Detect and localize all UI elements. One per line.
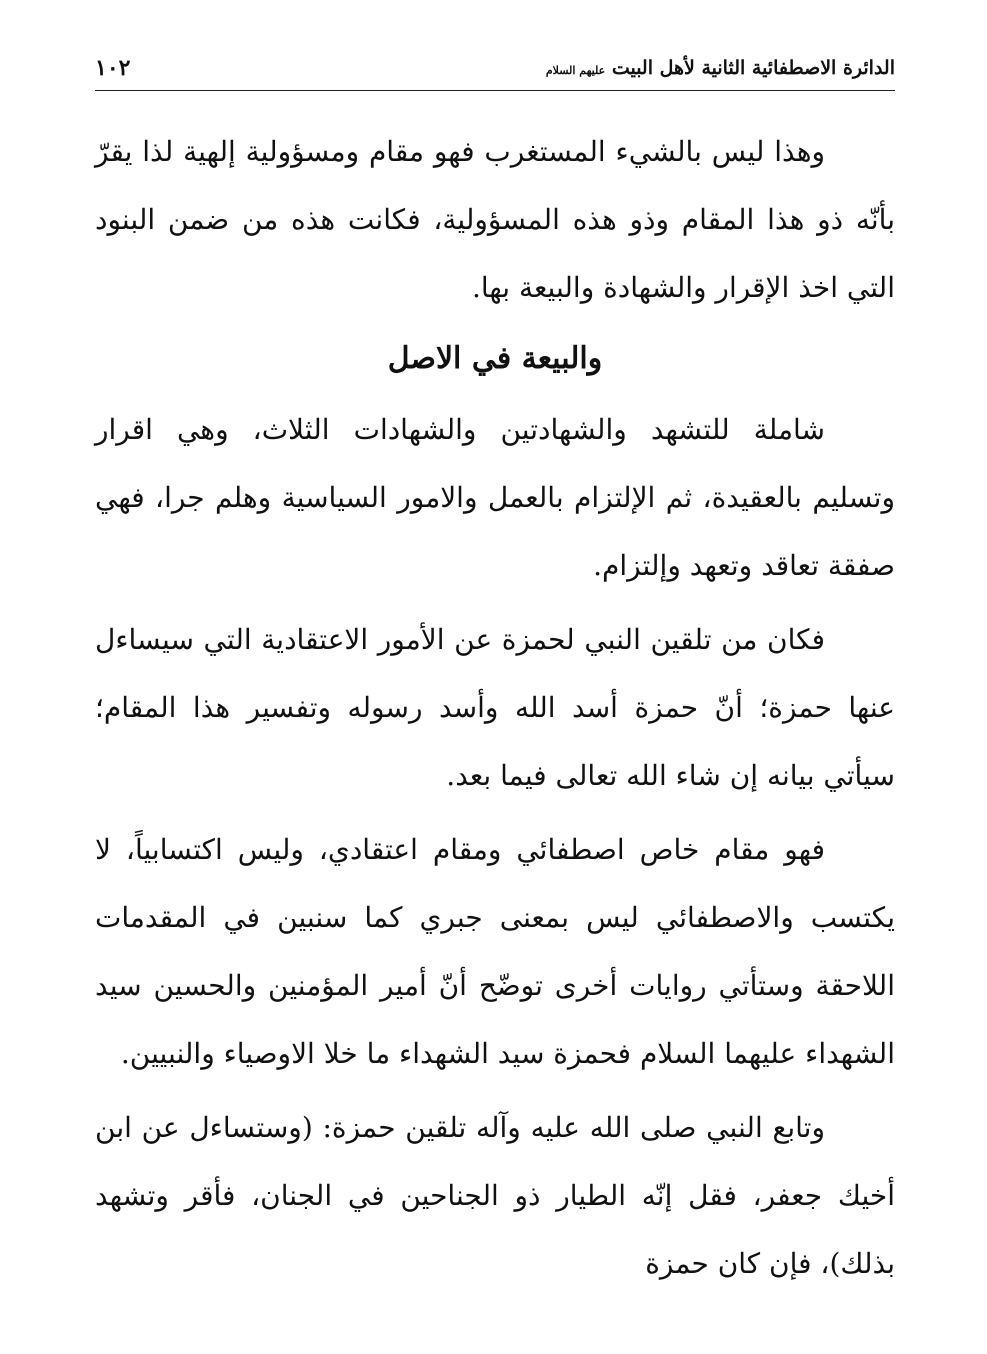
paragraph-3: فكان من تلقين النبي لحمزة عن الأمور الاعتقادية التي سيساءل عنها حمزة؛ أنّ حمزة أسد الله وأسد رسوله وتفسير هذا المقام؛ سيأتي بيانه إن شاء الله تعالى فيما بعد.	[95, 623, 895, 792]
page-number: ١٠٢	[95, 55, 131, 81]
paragraph-1: وهذا ليس بالشيء المستغرب فهو مقام ومسؤولية إلهية لذا يقرّ بأنّه ذو هذا المقام وذو هذه المسؤولية، فكانت هذه من ضمن البنود التي اخذ الإقرار والشهادة والبيعة بها.	[95, 135, 895, 304]
paragraph-4: فهو مقام خاص اصطفائي ومقام اعتقادي، وليس اكتسابياً، لا يكتسب والاصطفائي ليس بمعنى جبري كما سنبين في المقدمات اللاحقة وستأتي روايات أخرى توضّح أنّ أمير المؤمنين والحسين سيد الشهداء عليهما السلام فحمزة سيد الشهداء ما خلا الاوصياء والنبيين.	[95, 833, 895, 1070]
paragraph-2: شاملة للتشهد والشهادتين والشهادات الثلاث، وهي اقرار وتسليم بالعقيدة، ثم الإلتزام بالعمل والامور السياسية وهلم جرا، فهي صفقة تعاقد وتعهد وإلتزام.	[95, 413, 895, 582]
section-heading: والبيعة في الاصل	[387, 341, 603, 376]
header-rule	[95, 90, 895, 91]
page-body	[95, 118, 895, 1298]
page-header	[95, 48, 895, 88]
running-title	[546, 57, 895, 79]
running-title-text: الدائرة الاصطفائية الثانية لأهل البيت	[611, 57, 895, 79]
paragraph-5: وتابع النبي صلى الله عليه وآله تلقين حمزة: (وستساءل عن ابن أخيك جعفر، فقل إنّه الطيار ذو الجناحين في الجنان، فأقر وتشهد بذلك)، فإن كان حمزة	[95, 1111, 895, 1280]
honorific-text: عليهم السلام	[545, 64, 606, 77]
